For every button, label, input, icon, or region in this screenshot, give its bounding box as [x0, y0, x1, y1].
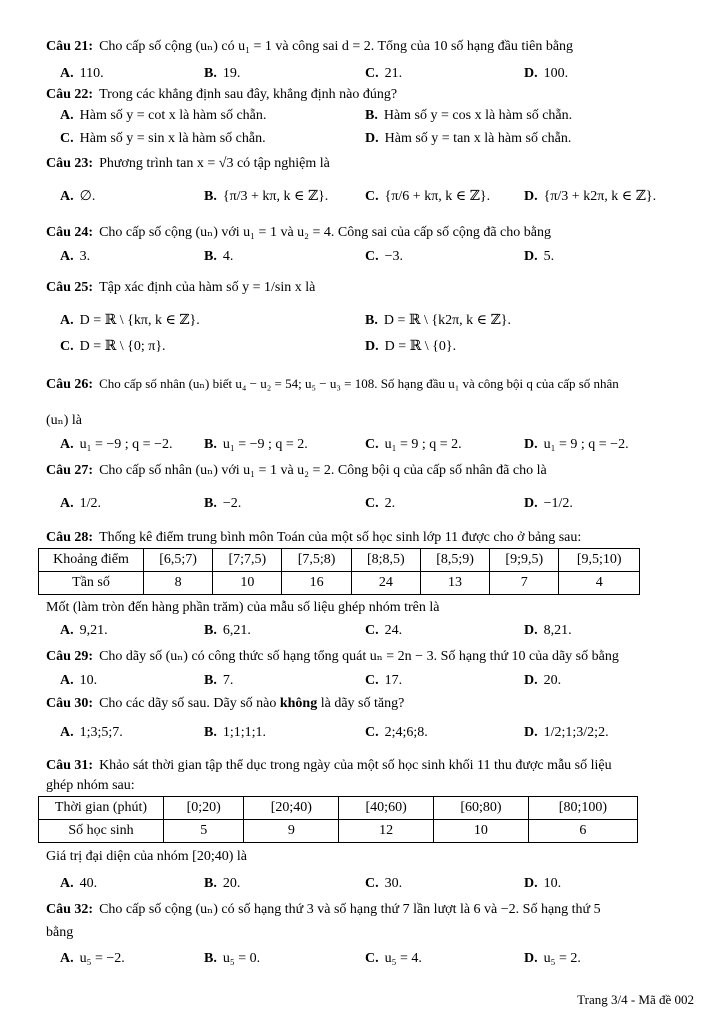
q21-option-c[interactable]: C. 21.: [365, 66, 403, 81]
q26-option-c[interactable]: C. u₁ = 9 ; q = 2.: [365, 437, 462, 452]
question-25: Câu 25: Tập xác định của hàm số y = 1/sin x là: [46, 280, 316, 295]
q29-option-c[interactable]: C. 17.: [365, 673, 403, 688]
q26-option-b[interactable]: B. u₁ = −9 ; q = 2.: [204, 437, 308, 452]
question-21: Câu 21: Cho cấp số cộng (uₙ) có u₁ = 1 và công sai d = 2. Tổng của 10 số hạng đầu tiên bằng: [46, 39, 574, 54]
table-header-row: Thời gian (phút) [0;20) [20;40) [40;60) [60;80) [80;100): [39, 797, 638, 820]
q25-option-c[interactable]: C. D = ℝ \ {0; π}.: [60, 339, 166, 354]
q25-option-b[interactable]: B. D = ℝ \ {k2π, k ∈ ℤ}.: [365, 313, 511, 328]
q25-option-a[interactable]: A. D = ℝ \ {kπ, k ∈ ℤ}.: [60, 313, 200, 328]
table-row: Số học sinh 5 9 12 10 6: [39, 820, 638, 843]
q28-option-a[interactable]: A. 9,21.: [60, 623, 108, 638]
q28-option-b[interactable]: B. 6,21.: [204, 623, 251, 638]
q32-option-c[interactable]: C. u₅ = 4.: [365, 951, 422, 966]
question-31-continuation: ghép nhóm sau:: [46, 778, 135, 793]
q22-option-d[interactable]: D. Hàm số y = tan x là hàm số chẵn.: [365, 131, 572, 146]
q32-option-d[interactable]: D. u₅ = 2.: [524, 951, 581, 966]
q23-option-a[interactable]: A. ∅.: [60, 189, 96, 204]
q25-option-d[interactable]: D. D = ℝ \ {0}.: [365, 339, 457, 354]
question-27: Câu 27: Cho cấp số nhân (uₙ) với u₁ = 1 và u₂ = 2. Công bội q của cấp số nhân đã cho là: [46, 463, 547, 478]
q30-option-c[interactable]: C. 2;4;6;8.: [365, 725, 428, 740]
q29-option-a[interactable]: A. 10.: [60, 673, 98, 688]
q29-option-d[interactable]: D. 20.: [524, 673, 562, 688]
question-28-continuation: Mốt (làm tròn đến hàng phần trăm) của mẫu số liệu ghép nhóm trên là: [46, 600, 440, 615]
q23-option-d[interactable]: D. {π/3 + k2π, k ∈ ℤ}.: [524, 189, 657, 204]
question-32: Câu 32: Cho cấp số cộng (uₙ) có số hạng thứ 3 và số hạng thứ 7 lần lượt là 6 và −2. Số hạng thứ 5: [46, 902, 601, 917]
question-26-continuation: (uₙ) là: [46, 413, 82, 428]
page-footer: Trang 3/4 - Mã đề 002: [577, 992, 694, 1007]
q22-option-b[interactable]: B. Hàm số y = cos x là hàm số chẵn.: [365, 108, 573, 123]
q21-option-d[interactable]: D. 100.: [524, 66, 569, 81]
q27-option-b[interactable]: B. −2.: [204, 496, 242, 511]
question-23: Câu 23: Phương trình tan x = √3 có tập nghiệm là: [46, 156, 330, 171]
q21-option-b[interactable]: B. 19.: [204, 66, 241, 81]
question-26: Câu 26: Cho cấp số nhân (uₙ) biết u₄ − u₂ = 54; u₅ − u₃ = 108. Số hạng đầu u₁ và công bội q của cấp số nhân: [46, 376, 619, 392]
q31-option-a[interactable]: A. 40.: [60, 876, 98, 891]
question-28: Câu 28: Thống kê điểm trung bình môn Toán của một số học sinh lớp 11 được cho ở bảng sau:: [46, 530, 582, 545]
question-30: Câu 30: Cho các dãy số sau. Dãy số nào không là dãy số tăng?: [46, 696, 405, 711]
q32-option-a[interactable]: A. u₅ = −2.: [60, 951, 125, 966]
q24-option-b[interactable]: B. 4.: [204, 249, 234, 264]
q23-option-b[interactable]: B. {π/3 + kπ, k ∈ ℤ}.: [204, 189, 329, 204]
score-frequency-table: [38, 548, 640, 595]
q27-option-a[interactable]: A. 1/2.: [60, 496, 102, 511]
q28-option-d[interactable]: D. 8,21.: [524, 623, 572, 638]
q31-option-c[interactable]: C. 30.: [365, 876, 403, 891]
q32-option-b[interactable]: B. u₅ = 0.: [204, 951, 261, 966]
table-header-row: Khoảng điểm [6,5;7) [7;7,5) [7,5;8) [8;8,5) [8,5;9) [9;9,5) [9,5;10): [39, 549, 640, 572]
q26-option-a[interactable]: A. u₁ = −9 ; q = −2.: [60, 437, 173, 452]
exercise-time-table: [38, 796, 638, 843]
q31-option-b[interactable]: B. 20.: [204, 876, 241, 891]
q21-option-a[interactable]: A. 110.: [60, 66, 104, 81]
question-31-prompt: Giá trị đại diện của nhóm [20;40) là: [46, 849, 247, 864]
question-32-continuation: bằng: [46, 925, 74, 940]
q22-option-c[interactable]: C. Hàm số y = sin x là hàm số chẵn.: [60, 131, 266, 146]
q26-option-d[interactable]: D. u₁ = 9 ; q = −2.: [524, 437, 629, 452]
question-31: Câu 31: Khảo sát thời gian tập thể dục trong ngày của một số học sinh khối 11 thu được mẫu số liệu: [46, 758, 612, 773]
q29-option-b[interactable]: B. 7.: [204, 673, 234, 688]
table-row: Tần số 8 10 16 24 13 7 4: [39, 572, 640, 595]
q27-option-c[interactable]: C. 2.: [365, 496, 396, 511]
q24-option-d[interactable]: D. 5.: [524, 249, 555, 264]
q24-option-a[interactable]: A. 3.: [60, 249, 91, 264]
q30-option-a[interactable]: A. 1;3;5;7.: [60, 725, 123, 740]
q31-option-d[interactable]: D. 10.: [524, 876, 562, 891]
q22-option-a[interactable]: A. Hàm số y = cot x là hàm số chẵn.: [60, 108, 267, 123]
q23-option-c[interactable]: C. {π/6 + kπ, k ∈ ℤ}.: [365, 189, 491, 204]
question-24: Câu 24: Cho cấp số cộng (uₙ) với u₁ = 1 và u₂ = 4. Công sai của cấp số cộng đã cho bằng: [46, 225, 551, 240]
q28-option-c[interactable]: C. 24.: [365, 623, 403, 638]
q24-option-c[interactable]: C. −3.: [365, 249, 404, 264]
q30-option-b[interactable]: B. 1;1;1;1.: [204, 725, 267, 740]
q30-option-d[interactable]: D. 1/2;1;3/2;2.: [524, 725, 609, 740]
q27-option-d[interactable]: D. −1/2.: [524, 496, 573, 511]
question-22: Câu 22: Trong các khẳng định sau đây, khẳng định nào đúng?: [46, 87, 398, 102]
question-29: Câu 29: Cho dãy số (uₙ) có công thức số hạng tổng quát uₙ = 2n − 3. Số hạng thứ 10 của dãy số bằng: [46, 649, 619, 664]
